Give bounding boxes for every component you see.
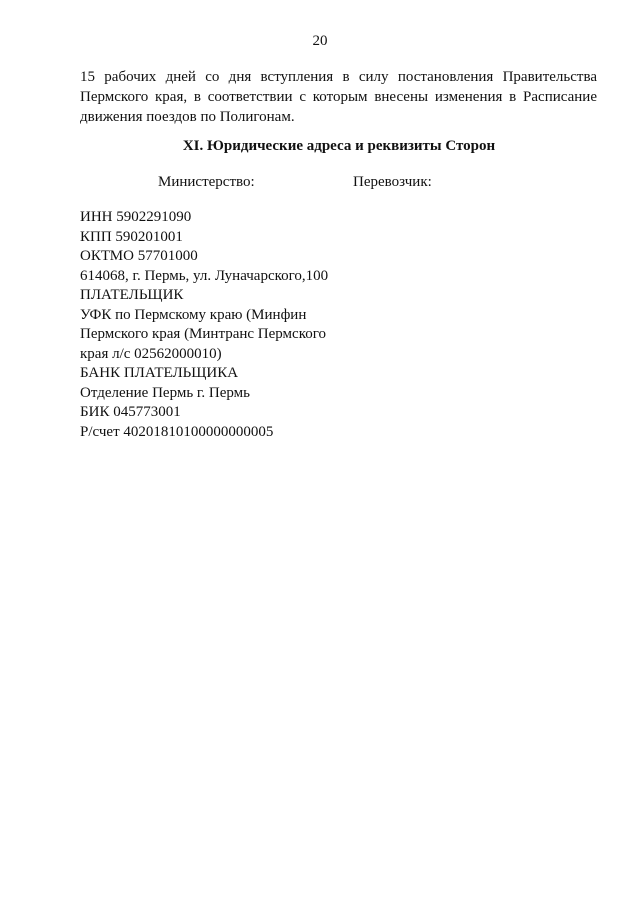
requisite-payer-heading: ПЛАТЕЛЬЩИК <box>80 287 184 303</box>
requisite-address: 614068, г. Пермь, ул. Луначарского,100 <box>80 267 329 284</box>
paragraph-line: 15 рабочих дней со дня вступления в силу постановления Правительства <box>80 69 597 85</box>
requisite-inn: ИНН 5902291090 <box>80 209 192 225</box>
requisite-bik: БИК 045773001 <box>80 404 181 420</box>
requisite-payer-line: Пермского края (Минтранс Пермского <box>80 326 326 342</box>
requisite-kpp: КПП 590201001 <box>80 228 183 245</box>
section-heading: XI. Юридические адреса и реквизиты Сторон <box>182 138 496 154</box>
requisite-bank-heading: БАНК ПЛАТЕЛЬЩИКА <box>80 365 239 381</box>
requisite-oktmo: ОКТМО 57701000 <box>80 248 198 264</box>
paragraph-line: Пермского края, в соответствии с которым внесены изменения в Расписание <box>80 89 597 105</box>
party-carrier-label: Перевозчик: <box>353 174 432 190</box>
requisite-account: Р/счет 40201810100000000005 <box>80 423 274 440</box>
requisite-payer-line: края л/с 02562000010) <box>80 345 222 362</box>
party-ministry-label: Министерство: <box>158 174 255 190</box>
body-paragraph <box>80 67 597 127</box>
ministry-requisites <box>80 208 328 442</box>
paragraph-line: движения поездов по Полигонам. <box>80 109 295 125</box>
page-number: 20 <box>312 33 328 49</box>
requisite-payer-line: УФК по Пермскому краю (Минфин <box>80 306 307 323</box>
requisite-bank-branch: Отделение Пермь г. Пермь <box>80 384 250 401</box>
